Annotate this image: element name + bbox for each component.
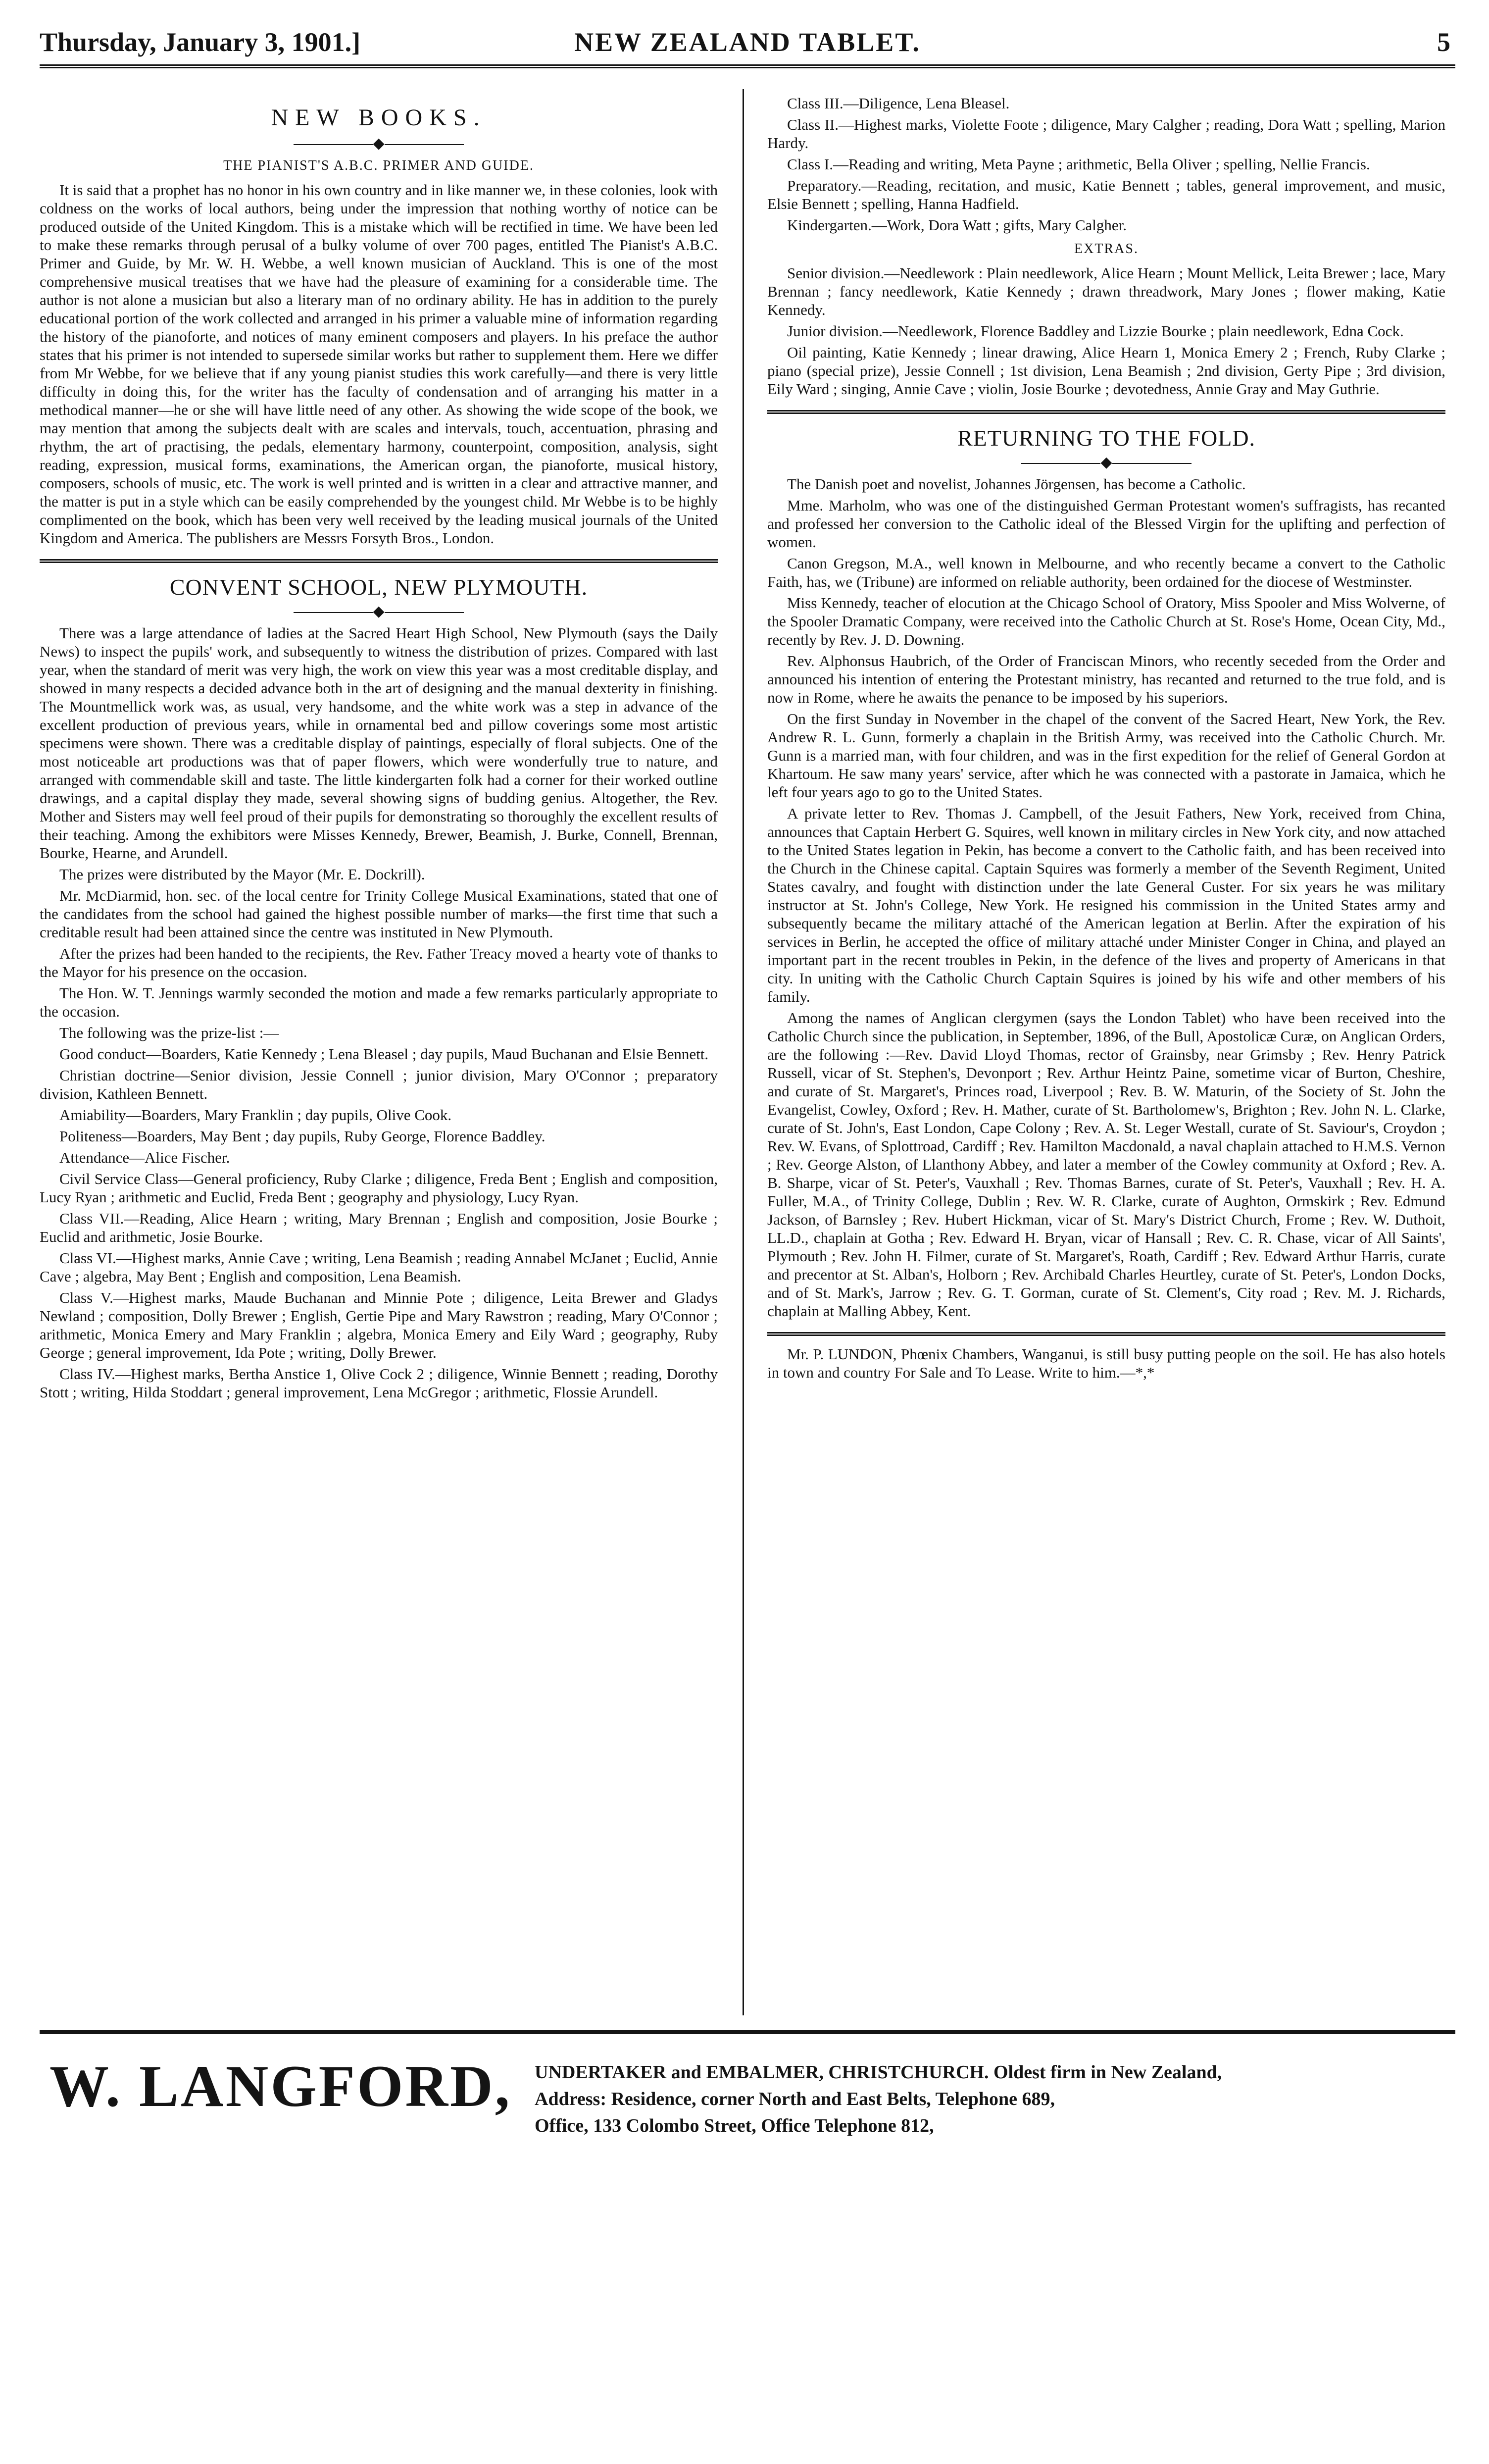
advert-brand: W. LANGFORD, bbox=[50, 2053, 512, 2119]
prize-entry: Amiability—Boarders, Mary Franklin ; day pupils, Olive Cook. bbox=[59, 1106, 452, 1124]
extras-entry: Oil painting, Katie Kennedy ; linear drawing, Alice Hearn 1, Monica Emery 2 ; French, Ruby Clarke ; piano (special prize), Jessie Connell ; 1st division, Lena Beamish ; 2nd division, Gerty Pipe ; 3rd division, Eily Ward ; singing, Annie Cave ; violin, Josie Bourke ; devotedness, Annie Gray and May Guthrie. bbox=[767, 344, 1445, 398]
article-paragraph: A private letter to Rev. Thomas J. Campbell, of the Jesuit Fathers, New York, received from China, announces that Captain Herbert G. Squires, well known in military circles in New York city, and now attached to the United States legation in Pekin, has become a convert to the Catholic faith, and has been received into the Church in the Chinese capital. Captain Squires was formerly a member of the Seventh Regiment, United States cavalry, and fought with distinction under the late General Custer. For six years he was military instructor at St. John's College, New York. He resigned his commission in the United States army and subsequently became the military attaché of the American legation at Berlin. After the expiration of his services in Berlin, he accepted the office of military attaché under Minister Conger in China, and played an important part in the recent troubles in Pekin, in the defence of the lives and property of Americans in that city. In uniting with the Catholic Church Captain Squires is joined by his wife and other members of his family. bbox=[767, 805, 1445, 1005]
article-paragraph: There was a large attendance of ladies at the Sacred Heart High School, New Plymouth (says the Daily News) to inspect the pupils' work, and subsequently to witness the distribution of prizes. Compared with last year, when the standard of merit was very high, the work on view this year was a most creditable display, and showed in many respects a decided advance both in the art of designing and the manual dexterity in finishing. The Mountmellick work was, as usual, very handsome, and the white work was a step in advance of the excellent production of previous years, while in ornamental bed and pillow coverings some most artistic specimens were shown. There was a creditable display of paintings, especially of floral subjects. One of the most noticeable art productions was that of paper flowers, which were wonderfully true to nature, and arranged with commendable skill and taste. The little kindergarten folk had a corner for their worked outline drawings, and a capital display they made, several showing signs of budding genius. Altogether, the Rev. Mother and Sisters may well feel proud of their pupils for demonstrating so thoroughly the excellent results of their teaching. Among the exhibitors were Misses Kennedy, Brewer, Beamish, J. Burke, Connell, Brennan, Bourke, Hearne, and Arundell. bbox=[40, 624, 718, 862]
article-paragraph: Miss Kennedy, teacher of elocution at the Chicago School of Oratory, Miss Spooler and Miss Wolverne, of the Spooler Dramatic Company, were received into the Catholic Church at St. Rose's Home, Ocean City, Md., recently by Rev. J. D. Downing. bbox=[767, 594, 1445, 648]
page-number: 5 bbox=[1437, 27, 1450, 57]
prize-entry: Class IV.—Highest marks, Bertha Anstice 1, Olive Cock 2 ; diligence, Winnie Bennett ; reading, Dorothy Stott ; writing, Hilda Stoddart ; general improvement, Lena McGregor ; arithmetic, Flossie Arundell. bbox=[40, 1365, 718, 1401]
advert-line: UNDERTAKER and EMBALMER, CHRISTCHURCH. Oldest firm in New Zealand, bbox=[535, 2062, 1222, 2083]
prize-entry: Christian doctrine—Senior division, Jessie Connell ; junior division, Mary O'Connor ; preparatory division, Kathleen Bennett. bbox=[40, 1067, 718, 1102]
prize-entry: Class III.—Diligence, Lena Bleasel. bbox=[787, 95, 1010, 112]
ornament-divider: ◆ bbox=[40, 136, 718, 151]
ornament-divider: ◆ bbox=[767, 455, 1445, 470]
extras-entry: Senior division.—Needlework : Plain needlework, Alice Hearn ; Mount Mellick, Leita Brewer ; lace, Mary Brennan ; fancy needlework, Katie Kennedy ; drawn threadwork, Mary Jones ; flower making, Katie Kennedy. bbox=[767, 264, 1445, 318]
prize-entry: Politeness—Boarders, May Bent ; day pupils, Ruby George, Florence Baddley. bbox=[59, 1128, 546, 1145]
article-paragraph: Among the names of Anglican clergymen (says the London Tablet) who have been received into the Catholic Church since the publication, in September, 1896, of the Bull, Apostolicæ Curæ, on Anglican Orders, are the following :—Rev. David Lloyd Thomas, rector of Grainsby, near Grimsby ; Rev. Henry Patrick Russell, vicar of St. Stephen's, Devonport ; Rev. Arthur Heintz Paine, sometime vicar of Burton, Cheshire, and curate of St. Margaret's, Princes road, Liverpool ; Rev. B. W. Maturin, of the Society of St. John the Evangelist, Cowley, Oxford ; Rev. H. Mather, curate of St. Bartholomew's, Brighton ; Rev. John N. L. Clarke, curate of St. John's, East London, Cape Colony ; Rev. A. St. Leger Westall, curate of St. Saviour's, Croydon ; Rev. W. Evans, of Splottroad, Cardiff ; Rev. Hamilton Macdonald, a naval chaplain attached to H.M.S. Vernon ; Rev. George Alston, of Llanthony Abbey, and later a member of the Cowley community at Oxford ; Rev. A. B. Sharpe, vicar of St. Peter's, Vauxhall ; Rev. Thomas Barnes, curate of St. Peter's, Vauxhall ; Rev. H. A. Fuller, M.A., of Trinity College, Dublin ; Rev. W. R. Clarke, curate of Aughton, Ormskirk ; Rev. Edmund Jackson, of Barnsley ; Rev. Hubert Hickman, vicar of St. Mary's District Church, Frome ; Rev. W. Duthoit, LL.D., chaplain at Gotha ; Rev. Edward H. Bryan, vicar of Hansall ; Rev. C. R. Chase, vicar of All Saints', Plymouth ; Rev. John H. Filmer, curate of St. Margaret's, Roath, Cardiff ; Rev. Edward Arthur Harris, curate and precentor at St. Alban's, Holborn ; Rev. Archibald Charles Heurtley, curate of St. Peter's, London Docks, and of St. Mark's, Jarrow ; Rev. G. T. Gorman, curate of St. Clement's, City road ; Rev. M. J. Richards, chaplain at Malling Abbey, Kent. bbox=[767, 1009, 1445, 1320]
prize-entry: Good conduct—Boarders, Katie Kennedy ; Lena Bleasel ; day pupils, Maud Buchanan and Elsie Bennett. bbox=[59, 1045, 709, 1063]
advert-line: Office, 133 Colombo Street, Office Telephone 812, bbox=[535, 2115, 934, 2136]
article-paragraph: Canon Gregson, M.A., well known in Melbourne, and who recently became a convert to the Catholic Faith, has, we (Tribune) are informed on reliable authority, been ordained for the diocese of Westminster. bbox=[767, 555, 1445, 590]
section-divider bbox=[767, 1332, 1445, 1336]
prize-entry: Class V.—Highest marks, Maude Buchanan and Minnie Pote ; diligence, Leita Brewer and Gladys Newland ; composition, Dolly Brewer ; English, Gertie Pipe and Mary Rawstron ; reading, Mary O'Connor ; arithmetic, Monica Emery and Mary Franklin ; algebra, Monica Emery and Eily Ward ; geography, Ruby George ; general improvement, Ida Pote ; writing, Dolly Brewer. bbox=[40, 1289, 718, 1361]
new-books-subhead: THE PIANIST'S A.B.C. PRIMER AND GUIDE. bbox=[223, 158, 534, 173]
ornament-divider: ◆ bbox=[40, 604, 718, 619]
article-paragraph: The Hon. W. T. Jennings warmly seconded the motion and made a few remarks particularly appropriate to the occasion. bbox=[40, 984, 718, 1020]
convent-school-title: CONVENT SCHOOL, NEW PLYMOUTH. bbox=[169, 574, 588, 600]
article-paragraph: Rev. Alphonsus Haubrich, of the Order of Franciscan Minors, who recently seceded from the Order and announced his intention of entering the Protestant ministry, has recanted and returned to the true fold, and is now in Rome, where he awaits the penance to be imposed by his superiors. bbox=[767, 652, 1445, 706]
article-paragraph: Mme. Marholm, who was one of the distinguished German Protestant women's suffragists, has recanted and professed her conversion to the Catholic ideal of the Blessed Virgin for the uplifting and perfection of women. bbox=[767, 497, 1445, 551]
left-column bbox=[40, 94, 718, 2015]
masthead bbox=[40, 20, 1455, 68]
article-paragraph: The following was the prize-list :— bbox=[59, 1024, 279, 1041]
article-paragraph: The Danish poet and novelist, Johannes Jörgensen, has become a Catholic. bbox=[787, 475, 1246, 493]
prize-entry: Kindergarten.—Work, Dora Watt ; gifts, Mary Calgher. bbox=[787, 216, 1127, 234]
article-paragraph: Mr. McDiarmid, hon. sec. of the local centre for Trinity College Musical Examinations, stated that one of the candidates from the school had gained the highest possible number of marks—the first time that such a creditable result had been attained since the centre was instituted in New Plymouth. bbox=[40, 887, 718, 941]
issue-date: Thursday, January 3, 1901.] bbox=[40, 27, 361, 57]
returning-title: RETURNING TO THE FOLD. bbox=[957, 425, 1256, 451]
right-column bbox=[767, 94, 1445, 2015]
lundon-notice: Mr. P. LUNDON, Phœnix Chambers, Wanganui, is still busy putting people on the soil. He has also hotels in town and country For Sale and To Lease. Write to him.—*,* bbox=[767, 1345, 1445, 1381]
prize-entry: Preparatory.—Reading, recitation, and music, Katie Bennett ; tables, general improvement, and music, Elsie Bennett ; spelling, Hanna Hadfield. bbox=[767, 177, 1445, 212]
prize-entry: Civil Service Class—General proficiency, Ruby Clarke ; diligence, Freda Bent ; English and composition, Lucy Ryan ; arithmetic and Euclid, Freda Bent ; geography and physiology, Lucy Ryan. bbox=[40, 1170, 718, 1206]
advert-info bbox=[535, 2059, 1222, 2139]
advertisement bbox=[40, 2030, 1455, 2183]
prize-entry: Class VI.—Highest marks, Annie Cave ; writing, Lena Beamish ; reading Annabel McJanet ; Euclid, Annie Cave ; algebra, May Bent ; English and composition, Lena Beamish. bbox=[40, 1249, 718, 1285]
extras-entry: Junior division.—Needlework, Florence Baddley and Lizzie Bourke ; plain needlework, Edna Cock. bbox=[787, 322, 1404, 340]
advert-line: Address: Residence, corner North and East Belts, Telephone 689, bbox=[535, 2089, 1055, 2109]
article-paragraph: The prizes were distributed by the Mayor (Mr. E. Dockrill). bbox=[59, 866, 425, 883]
newspaper-page bbox=[40, 20, 1455, 2444]
newspaper-title: NEW ZEALAND TABLET. bbox=[574, 27, 921, 57]
article-paragraph: On the first Sunday in November in the chapel of the convent of the Sacred Heart, New York, the Rev. Andrew R. L. Gunn, formerly a chaplain in the British Army, was received into the Catholic Church. Mr. Gunn is a married man, with four children, and was in the first expedition for the relief of General Gordon at Khartoum. He saw many years' service, after which he was connected with a pastorate in Jamaica, which he left four years ago to go to the United States. bbox=[767, 710, 1445, 801]
prize-entry: Class II.—Highest marks, Violette Foote ; diligence, Mary Calgher ; reading, Dora Watt ; spelling, Marion Hardy. bbox=[767, 116, 1445, 152]
column-divider bbox=[743, 89, 744, 2015]
section-divider bbox=[40, 559, 718, 563]
new-books-title: NEW BOOKS. bbox=[271, 104, 487, 131]
prize-entry: Attendance—Alice Fischer. bbox=[59, 1149, 230, 1166]
article-paragraph: It is said that a prophet has no honor in his own country and in like manner we, in these colonies, look with coldness on the works of local authors, being under the impression that nothing worthy of notice can be produced outside of the United Kingdom. This is a mistake which will be rectified in time. We have been led to make these remarks through perusal of a bulky volume of over 700 pages, entitled The Pianist's A.B.C. Primer and Guide, by Mr. W. H. Webbe, a well known musician of Auckland. This is one of the most comprehensive musical treatises that we have had the pleasure of examining for a considerable time. The author is not alone a musician but also a literary man of no ordinary ability. He has in addition to the purely educational portion of the work collected and arranged in his primer a valuable mine of information regarding the history of the pianoforte, and notices of many eminent composers and players. In his preface the author states that his primer is not intended to supersede similar works but rather to supplement them. Here we differ from Mr Webbe, for we believe that if any young pianist studies this work carefully—and there is very little difficulty in doing this, for the writer has the faculty of condensation and of arranging his matter in a methodical manner—he or she will have little need of any other. As showing the wide scope of the book, we may mention that among the subjects dealt with are scales and intervals, touch, accentuation, phrasing and rhythm, the art of practising, the pedals, elementary harmony, counterpoint, composition, analysis, sight reading, expression, musical forms, examinations, the American organ, the pianoforte, musical history, composers, schools of music, etc. The work is well printed and is written in a clear and attractive manner, and the matter is put in a style which can be easily comprehended by the youngest child. Mr Webbe is to be highly complimented on the book, which has been very well received by the leading musical journals of the United Kingdom and America. The publishers are Messrs Forsyth Bros., London. bbox=[40, 181, 718, 547]
section-divider bbox=[767, 410, 1445, 414]
prize-entry: Class I.—Reading and writing, Meta Payne ; arithmetic, Bella Oliver ; spelling, Nellie Francis. bbox=[787, 155, 1370, 173]
article-paragraph: After the prizes had been handed to the recipients, the Rev. Father Treacy moved a hearty vote of thanks to the Mayor for his presence on the occasion. bbox=[40, 945, 718, 980]
extras-heading: EXTRAS. bbox=[1074, 241, 1139, 257]
prize-entry: Class VII.—Reading, Alice Hearn ; writing, Mary Brennan ; English and composition, Josie Bourke ; Euclid and arithmetic, Josie Bourke. bbox=[40, 1210, 718, 1245]
